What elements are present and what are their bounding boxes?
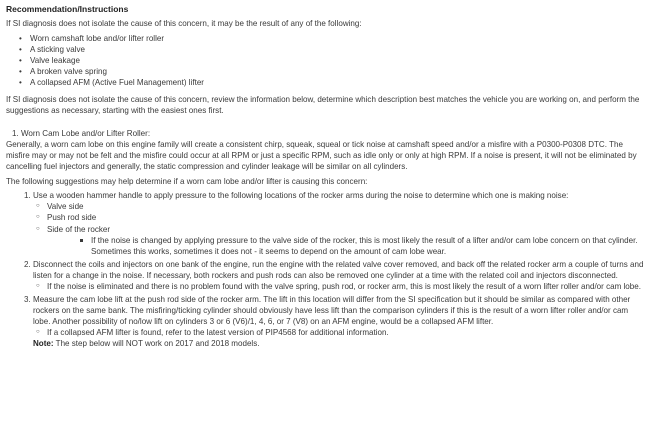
note [33,338,644,349]
step-item [6,259,644,292]
step-item [6,294,644,349]
intro-paragraph: If SI diagnosis does not isolate the cause of this concern, it may be the result of any of the following: [6,19,362,28]
sub-item: ○ Valve side [33,201,644,212]
list-item: • A broken valve spring [6,66,644,77]
step-text: Disconnect the coils and injectors on one bank of the engine, run the engine with the related valve cover removed, and back off the related rocker arm a couple of turns and listen for a change in the noise. If necessary, both rockers and push rods can also be removed one cylinder at a time with the related coil and injectors disconnected. [33,259,644,280]
causes-list [6,33,644,88]
list-item: • A collapsed AFM (Active Fuel Management) lifter [6,77,644,88]
nested-list [33,235,644,257]
step-number: 3. [24,295,31,305]
sub-item: ○ If a collapsed AFM lifter is found, refer to the latest version of PIP4568 for additional information. [33,327,644,338]
note-text: The step below will NOT work on 2017 and 2018 models. [53,339,260,349]
sub-list [33,281,644,292]
sub-list [33,201,644,234]
step-number: 1. [24,191,31,201]
list-item: • A sticking valve [6,44,644,55]
list-item: • Valve leakage [6,55,644,66]
note-label: Note: [33,339,54,349]
review-paragraph: If SI diagnosis does not isolate the cause of this concern, review the information below, determine which description best matches the vehicle you are working on, and perform the suggestions as necessary, starting with the easiest ones first. [6,94,640,115]
section-body: Generally, a worn cam lobe on this engine family will create a consistent chirp, squeak, squeal or tick noise at camshaft speed and/or a misfire with a P0300-P0308 DTC. The misfire may or may not be felt and the misfire could occur at all RPM or just a specific RPM, such as idle only or only at high RPM. If a noise is present, it will not be eliminated by cancelling fuel injectors and generally, the static compression and cylinder leakage will be similar on all cylinders. [6,139,637,172]
page-title: Recommendation/Instructions [6,4,129,14]
sub-list [33,327,644,338]
step-item [6,190,644,257]
list-item: • Worn camshaft lobe and/or lifter roller [6,33,644,44]
sub-item: ○ If the noise is eliminated and there is no problem found with the valve spring, push rod, or rocker arm, this is most likely the result of a worn lifter roller and/or cam lobe. [33,281,644,292]
steps-list [6,190,644,349]
sub-item: ○ Push rod side [33,212,644,223]
section-heading: 1. Worn Cam Lobe and/or Lifter Roller: [12,128,151,138]
step-number: 2. [24,259,31,269]
suggestions-intro: The following suggestions may help determine if a worn cam lobe and/or lifter is causing this concern: [6,177,368,187]
sub-item: ○ Side of the rocker [33,224,644,235]
nested-item: If the noise is changed by applying pressure to the valve side of the rocker, this is most likely the result of a lifter and/or cam lobe concern on that cylinder. Sometimes this works, sometimes it does not - it seems to depend on the amount of cam lobe wear. [33,235,644,257]
step-text: Use a wooden hammer handle to apply pressure to the following locations of the rocker arms during the noise to determine which one is making noise: [33,191,569,201]
step-text: Measure the cam lobe lift at the push rod side of the rocker arm. The lift in this location will differ from the SI specification but it should be similar as compared with other rockers on the same bank. The misfiring/ticking cylinder should obviously have less lift than the comparison cylinders if this is the result of a worn lifter roller and/or cam lobe. Another possibility of no/low lift on cylinders 3 or 6 (V6)/1, 4, 6, or 7 (V8) on an AFM engine, would be a collapsed AFM lifter. [33,295,631,327]
